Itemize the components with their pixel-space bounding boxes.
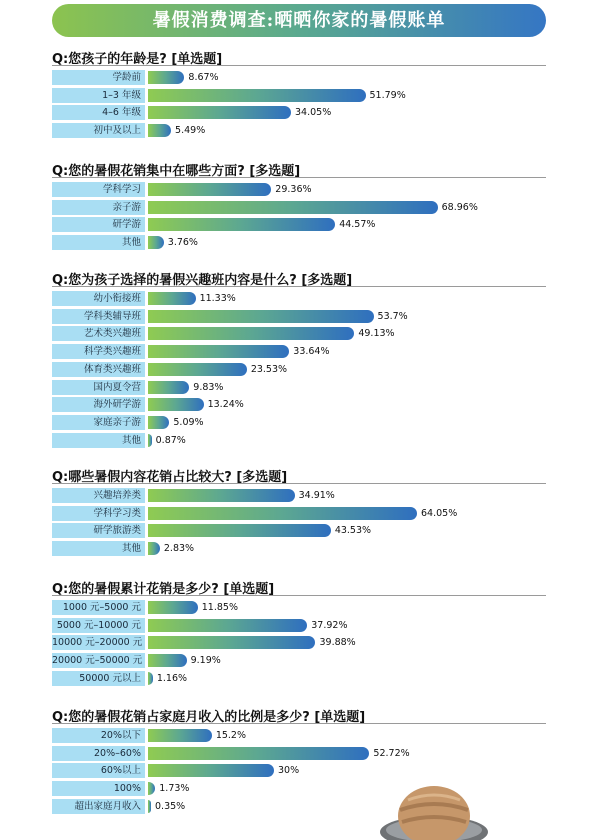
bar — [148, 310, 374, 323]
bar — [148, 619, 307, 632]
bar — [148, 654, 187, 667]
category-label: 20%以下 — [52, 728, 145, 743]
category-label: 艺术类兴趣班 — [52, 326, 145, 341]
bar — [148, 542, 160, 555]
bar — [148, 434, 152, 447]
bar-value-label: 49.13% — [358, 328, 395, 340]
bar — [148, 729, 212, 742]
bar — [148, 218, 335, 231]
bar — [148, 398, 204, 411]
bar — [148, 764, 274, 777]
category-label: 学科学习 — [52, 182, 145, 197]
bar-value-label: 51.79% — [369, 89, 406, 101]
bar-value-label: 43.53% — [334, 525, 372, 537]
bar-value-label: 8.67% — [188, 72, 219, 83]
bar — [148, 782, 155, 795]
bar — [148, 507, 417, 520]
bar — [148, 183, 271, 196]
bar-value-label: 1.16% — [156, 672, 188, 684]
question-divider — [52, 595, 546, 596]
question-divider — [52, 723, 546, 724]
question-title: Q:您的暑假花销占家庭月收入的比例是多少? [单选题] — [52, 710, 366, 725]
category-label: 50000 元以上 — [52, 671, 145, 686]
bar-value-label: 37.92% — [311, 619, 348, 631]
category-label: 幼小衔接班 — [52, 291, 145, 306]
bar — [148, 524, 331, 537]
category-label: 其他 — [52, 541, 145, 556]
category-label: 1–3 年级 — [52, 88, 145, 103]
bar — [148, 124, 171, 137]
bar — [148, 747, 369, 760]
bar — [148, 292, 196, 305]
bar — [148, 201, 438, 214]
bar-value-label: 0.35% — [155, 800, 186, 812]
category-label: 5000 元–10000 元 — [52, 618, 145, 633]
question-title: Q:您的暑假累计花销是多少? [单选题] — [52, 582, 275, 597]
category-label: 科学类兴趣班 — [52, 344, 145, 359]
bar-value-label: 30% — [278, 765, 300, 777]
category-label: 家庭亲子游 — [52, 415, 145, 430]
bar — [148, 89, 366, 102]
bar — [148, 345, 289, 358]
category-label: 10000 元–20000 元 — [52, 635, 145, 650]
bar-value-label: 64.05% — [421, 507, 458, 519]
category-label: 国内夏令营 — [52, 380, 145, 395]
bar-value-label: 39.88% — [319, 637, 356, 649]
bar-value-label: 52.72% — [373, 747, 410, 759]
bar — [148, 236, 164, 249]
bar-value-label: 29.36% — [275, 184, 312, 195]
bar-value-label: 9.19% — [190, 655, 221, 667]
category-label: 亲子游 — [52, 200, 145, 215]
bar — [148, 800, 151, 813]
bar — [148, 71, 184, 84]
category-label: 其他 — [52, 235, 145, 250]
bar-value-label: 15.2% — [215, 730, 247, 741]
bar-value-label: 1.73% — [159, 783, 190, 795]
category-label: 学科类辅导班 — [52, 309, 145, 324]
category-label: 研学旅游类 — [52, 523, 145, 538]
category-label: 其他 — [52, 433, 145, 448]
page-title: 暑假消费调查:晒晒你家的暑假账单 — [52, 4, 546, 37]
category-label: 兴趣培养类 — [52, 488, 145, 503]
question-divider — [52, 483, 546, 484]
bar-value-label: 33.64% — [293, 346, 330, 358]
category-label: 20000 元–50000 元 — [52, 653, 145, 668]
category-label: 学科学习类 — [52, 506, 145, 521]
category-label: 超出家庭月收入 — [52, 799, 145, 814]
bar — [148, 106, 291, 119]
bar — [148, 327, 354, 340]
category-label: 初中及以上 — [52, 123, 145, 138]
bar-value-label: 68.96% — [441, 201, 478, 213]
bar-value-label: 13.24% — [207, 399, 244, 411]
bar-value-label: 34.91% — [298, 490, 335, 501]
bar — [148, 381, 189, 394]
question-divider — [52, 177, 546, 178]
bar-value-label: 44.57% — [339, 219, 376, 231]
bar-value-label: 11.85% — [201, 602, 238, 613]
question-divider — [52, 65, 546, 66]
category-label: 海外研学游 — [52, 397, 145, 412]
category-label: 研学游 — [52, 217, 145, 232]
category-label: 4–6 年级 — [52, 105, 145, 120]
bar-value-label: 2.83% — [163, 543, 195, 555]
bar — [148, 601, 198, 614]
bar-value-label: 5.09% — [173, 416, 204, 428]
bar-value-label: 9.83% — [193, 381, 224, 393]
category-label: 体育类兴趣班 — [52, 362, 145, 377]
bar — [148, 363, 247, 376]
bar — [148, 636, 315, 649]
bar — [148, 416, 169, 429]
category-label: 1000 元–5000 元 — [52, 600, 145, 615]
bar-value-label: 11.33% — [199, 293, 236, 304]
bar-value-label: 3.76% — [167, 237, 198, 249]
bar-value-label: 0.87% — [155, 434, 186, 446]
question-title: Q:哪些暑假内容花销占比较大? [多选题] — [52, 470, 288, 485]
decorative-hat-illustration — [378, 780, 490, 840]
category-label: 60%以上 — [52, 763, 145, 778]
bar-value-label: 53.7% — [377, 310, 408, 322]
bar-value-label: 34.05% — [295, 107, 332, 119]
category-label: 20%–60% — [52, 746, 145, 761]
category-label: 100% — [52, 781, 145, 796]
question-title: Q:您为孩子选择的暑假兴趣班内容是什么? [多选题] — [52, 273, 353, 288]
category-label: 学龄前 — [52, 70, 145, 85]
bar — [148, 489, 295, 502]
bar-value-label: 5.49% — [175, 125, 206, 137]
question-title: Q:您的暑假花销集中在哪些方面? [多选题] — [52, 164, 301, 179]
question-divider — [52, 286, 546, 287]
bar-value-label: 23.53% — [250, 363, 288, 375]
question-title: Q:您孩子的年龄是? [单选题] — [52, 52, 223, 67]
bar — [148, 672, 153, 685]
